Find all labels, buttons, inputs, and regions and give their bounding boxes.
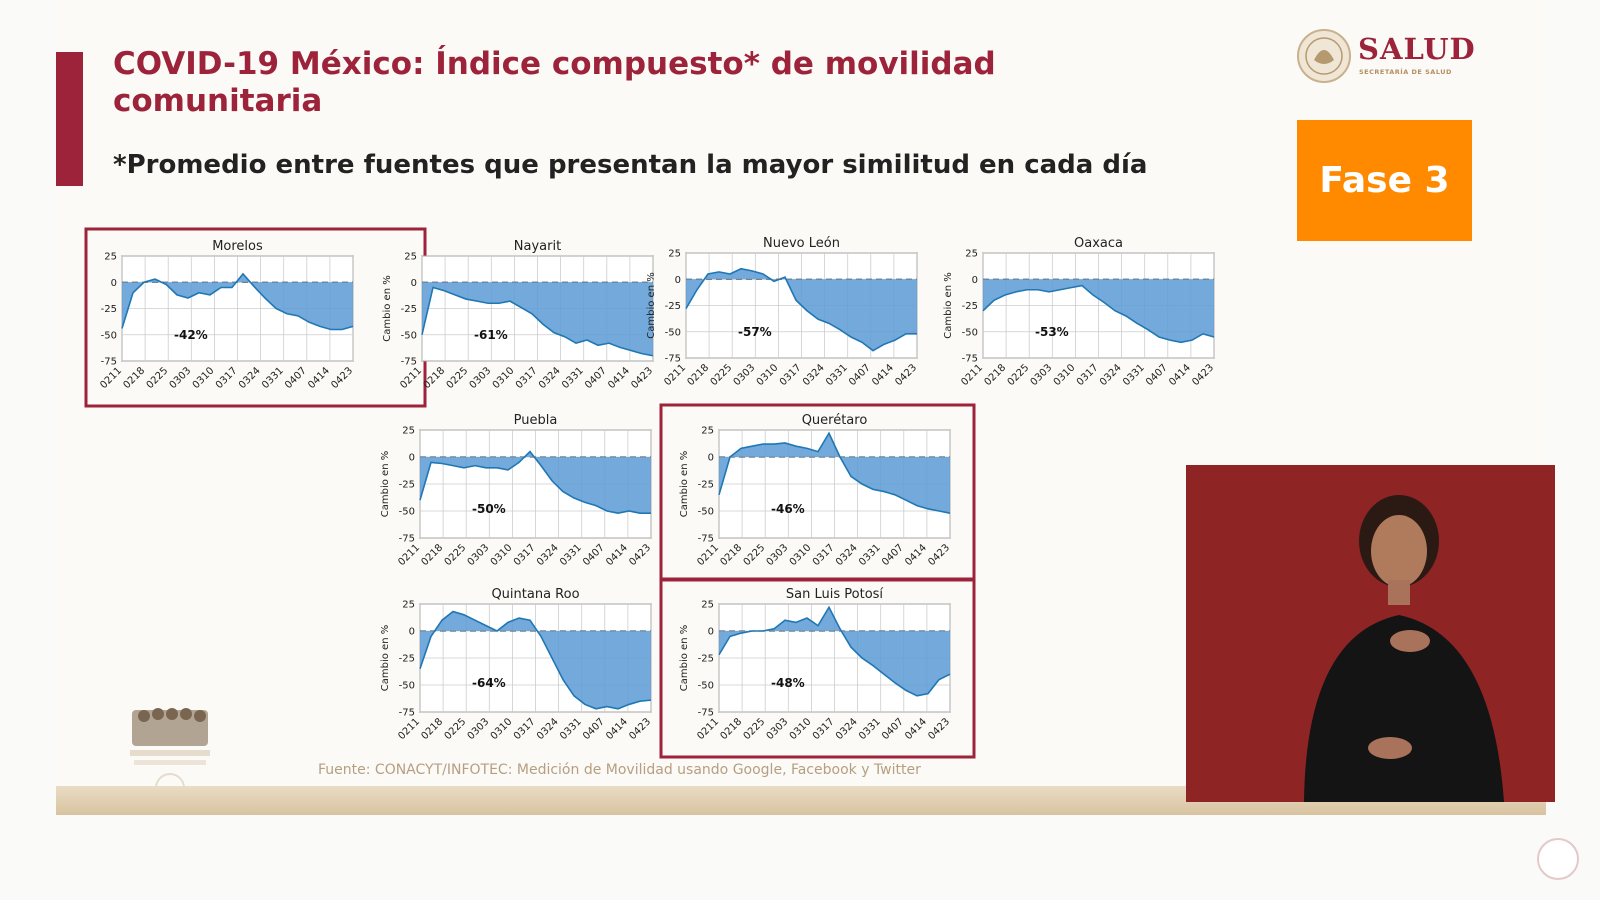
gobierno-mexico-seal-icon [1537, 838, 1579, 880]
x-tick-label: 0317 [810, 716, 837, 743]
y-tick-label: -50 [697, 506, 714, 518]
y-axis-label: Cambio en % [679, 450, 690, 518]
x-tick-label: 0324 [800, 362, 827, 389]
y-tick-label: 0 [408, 452, 415, 464]
x-tick-label: 0331 [857, 542, 883, 569]
chart-title: San Luis Potosí [785, 587, 884, 602]
x-tick-label: 0211 [396, 716, 423, 743]
x-tick-label: 0317 [511, 716, 538, 743]
change-annotation: -48% [771, 676, 805, 690]
x-tick-label: 0317 [513, 365, 540, 392]
x-tick-label: 0414 [1167, 362, 1194, 389]
x-tick-label: 0310 [488, 716, 515, 743]
y-tick-label: 25 [402, 425, 415, 437]
x-tick-label: 0303 [731, 362, 758, 389]
x-tick-label: 0414 [604, 716, 631, 743]
y-axis-label: Cambio en % [943, 272, 954, 339]
y-tick-label: 25 [104, 251, 117, 263]
phase-badge: Fase 3 [1297, 120, 1472, 241]
y-tick-label: 25 [404, 251, 417, 263]
x-tick-label: 0310 [1051, 362, 1078, 389]
x-tick-label: 0317 [1074, 362, 1101, 389]
change-annotation: -50% [472, 502, 506, 516]
chart-title: Oaxaca [1074, 236, 1123, 251]
x-tick-label: 0218 [419, 542, 446, 569]
change-annotation: -46% [771, 502, 805, 516]
x-tick-label: 0407 [581, 542, 607, 569]
interpreter-figure-icon [1186, 465, 1555, 802]
x-tick-label: 0303 [465, 542, 492, 569]
y-tick-label: -75 [697, 707, 714, 719]
y-tick-label: -50 [100, 330, 117, 342]
x-tick-label: 0407 [847, 362, 873, 389]
x-tick-label: 0218 [421, 365, 448, 392]
sign-language-interpreter [1186, 465, 1555, 802]
x-tick-label: 0423 [329, 365, 356, 392]
x-tick-label: 0225 [741, 542, 768, 569]
x-tick-label: 0303 [764, 716, 791, 743]
y-tick-label: -50 [697, 680, 714, 692]
x-tick-label: 0218 [718, 542, 745, 569]
x-tick-label: 0331 [1121, 362, 1147, 389]
page-title: COVID-19 México: Índice compuesto* de movilidad comunitaria [113, 46, 996, 119]
y-tick-label: -25 [398, 479, 415, 491]
x-tick-label: 0225 [442, 542, 469, 569]
x-tick-label: 0218 [982, 362, 1009, 389]
x-tick-label: 0317 [810, 542, 837, 569]
x-tick-label: 0225 [741, 716, 768, 743]
change-annotation: -61% [474, 328, 508, 342]
x-tick-label: 0303 [167, 365, 194, 392]
x-tick-label: 0331 [558, 716, 584, 743]
y-tick-label: 0 [971, 274, 978, 286]
x-tick-label: 0414 [903, 542, 930, 569]
x-tick-label: 0317 [777, 362, 804, 389]
x-tick-label: 0331 [558, 542, 584, 569]
y-tick-label: 0 [674, 274, 681, 286]
x-tick-label: 0331 [560, 365, 586, 392]
x-tick-label: 0324 [1097, 362, 1124, 389]
chart-2 [646, 236, 919, 388]
x-tick-label: 0324 [833, 542, 860, 569]
chart-1 [382, 239, 655, 391]
x-tick-label: 0423 [627, 716, 654, 743]
y-tick-label: -50 [398, 506, 415, 518]
x-tick-label: 0310 [754, 362, 781, 389]
x-tick-label: 0303 [764, 542, 791, 569]
y-tick-label: 0 [410, 277, 417, 289]
x-tick-label: 0218 [685, 362, 712, 389]
y-tick-label: 25 [965, 248, 978, 260]
chart-title: Morelos [212, 239, 263, 254]
y-tick-label: -75 [398, 533, 415, 545]
x-tick-label: 0407 [583, 365, 609, 392]
y-axis-label: Cambio en % [679, 624, 690, 692]
y-tick-label: -75 [697, 533, 714, 545]
y-axis-label: Cambio en % [380, 450, 391, 518]
x-tick-label: 0211 [695, 542, 722, 569]
x-tick-label: 0407 [1144, 362, 1170, 389]
x-tick-label: 0414 [604, 542, 631, 569]
x-tick-label: 0407 [880, 716, 906, 743]
x-tick-label: 0225 [444, 365, 471, 392]
chart-6 [380, 587, 653, 742]
x-tick-label: 0225 [144, 365, 171, 392]
x-tick-label: 0303 [465, 716, 492, 743]
x-tick-label: 0331 [260, 365, 286, 392]
x-tick-label: 0310 [190, 365, 217, 392]
y-tick-label: 25 [402, 599, 415, 611]
change-annotation: -53% [1035, 325, 1069, 339]
x-tick-label: 0310 [488, 542, 515, 569]
y-axis-label: Cambio en % [382, 275, 393, 342]
logo-subtitle: SECRETARÍA DE SALUD [1359, 68, 1452, 76]
x-tick-label: 0423 [629, 365, 656, 392]
chart-0 [98, 239, 355, 391]
x-tick-label: 0407 [283, 365, 309, 392]
x-tick-label: 0423 [1190, 362, 1217, 389]
y-tick-label: 0 [408, 626, 415, 638]
y-tick-label: -25 [961, 301, 978, 312]
y-tick-label: -25 [664, 301, 681, 312]
x-tick-label: 0211 [662, 362, 689, 389]
y-tick-label: 25 [668, 248, 681, 260]
x-tick-label: 0218 [718, 716, 745, 743]
x-tick-label: 0414 [606, 365, 633, 392]
x-tick-label: 0211 [396, 542, 423, 569]
source-note: Fuente: CONACYT/INFOTEC: Medición de Movilidad usando Google, Facebook y Twitter [318, 762, 921, 778]
x-tick-label: 0407 [581, 716, 607, 743]
x-tick-label: 0414 [903, 716, 930, 743]
x-tick-label: 0324 [534, 716, 561, 743]
x-tick-label: 0324 [236, 365, 263, 392]
x-tick-label: 0225 [442, 716, 469, 743]
y-tick-label: -50 [664, 327, 681, 339]
change-annotation: -57% [738, 325, 772, 339]
y-tick-label: 25 [701, 599, 714, 611]
chart-5 [679, 413, 952, 568]
y-tick-label: -75 [398, 707, 415, 719]
x-tick-label: 0317 [213, 365, 240, 392]
x-tick-label: 0211 [398, 365, 425, 392]
chart-title: Querétaro [801, 413, 868, 428]
y-tick-label: -75 [100, 356, 117, 368]
x-tick-label: 0324 [534, 542, 561, 569]
x-tick-label: 0303 [467, 365, 494, 392]
x-tick-label: 0324 [833, 716, 860, 743]
y-tick-label: -50 [398, 680, 415, 692]
x-tick-label: 0324 [536, 365, 563, 392]
chart-title: Puebla [513, 413, 558, 428]
y-tick-label: -25 [100, 304, 117, 315]
y-tick-label: -25 [697, 479, 714, 491]
x-tick-label: 0225 [1005, 362, 1032, 389]
x-tick-label: 0310 [787, 542, 814, 569]
x-tick-label: 0423 [893, 362, 920, 389]
x-tick-label: 0331 [857, 716, 883, 743]
chart-title: Nayarit [513, 239, 562, 254]
y-tick-label: -75 [400, 356, 417, 368]
y-tick-label: 0 [707, 452, 714, 464]
y-tick-label: -75 [664, 353, 681, 365]
y-tick-label: -75 [961, 353, 978, 365]
y-tick-label: 0 [707, 626, 714, 638]
x-tick-label: 0310 [490, 365, 517, 392]
y-tick-label: -25 [400, 304, 417, 315]
chart-3 [943, 236, 1216, 388]
y-tick-label: -50 [400, 330, 417, 342]
y-tick-label: -25 [398, 653, 415, 665]
x-tick-label: 0218 [121, 365, 148, 392]
y-axis-label: Cambio en % [646, 272, 657, 339]
y-tick-label: 0 [110, 277, 117, 289]
x-tick-label: 0414 [306, 365, 333, 392]
x-tick-label: 0423 [926, 542, 953, 569]
x-tick-label: 0317 [511, 542, 538, 569]
x-tick-label: 0211 [695, 716, 722, 743]
chart-7 [679, 587, 952, 742]
chart-title: Nuevo León [763, 236, 840, 251]
x-tick-label: 0303 [1028, 362, 1055, 389]
x-tick-label: 0407 [880, 542, 906, 569]
y-axis-label: Cambio en % [380, 624, 391, 692]
y-tick-label: 25 [701, 425, 714, 437]
x-tick-label: 0310 [787, 716, 814, 743]
slide-subtitle: *Promedio entre fuentes que presentan la mayor similitud en cada día [113, 150, 1148, 180]
x-tick-label: 0423 [627, 542, 654, 569]
y-tick-label: -50 [961, 327, 978, 339]
x-tick-label: 0218 [419, 716, 446, 743]
x-tick-label: 0225 [708, 362, 735, 389]
x-tick-label: 0423 [926, 716, 953, 743]
change-annotation: -64% [472, 676, 506, 690]
change-annotation: -42% [174, 328, 208, 342]
x-tick-label: 0331 [824, 362, 850, 389]
logo-wordmark: SALUD [1358, 32, 1476, 66]
x-tick-label: 0211 [959, 362, 986, 389]
x-tick-label: 0211 [98, 365, 125, 392]
x-tick-label: 0414 [870, 362, 897, 389]
y-tick-label: -25 [697, 653, 714, 665]
chart-title: Quintana Roo [491, 587, 580, 602]
chart-4 [380, 413, 653, 568]
